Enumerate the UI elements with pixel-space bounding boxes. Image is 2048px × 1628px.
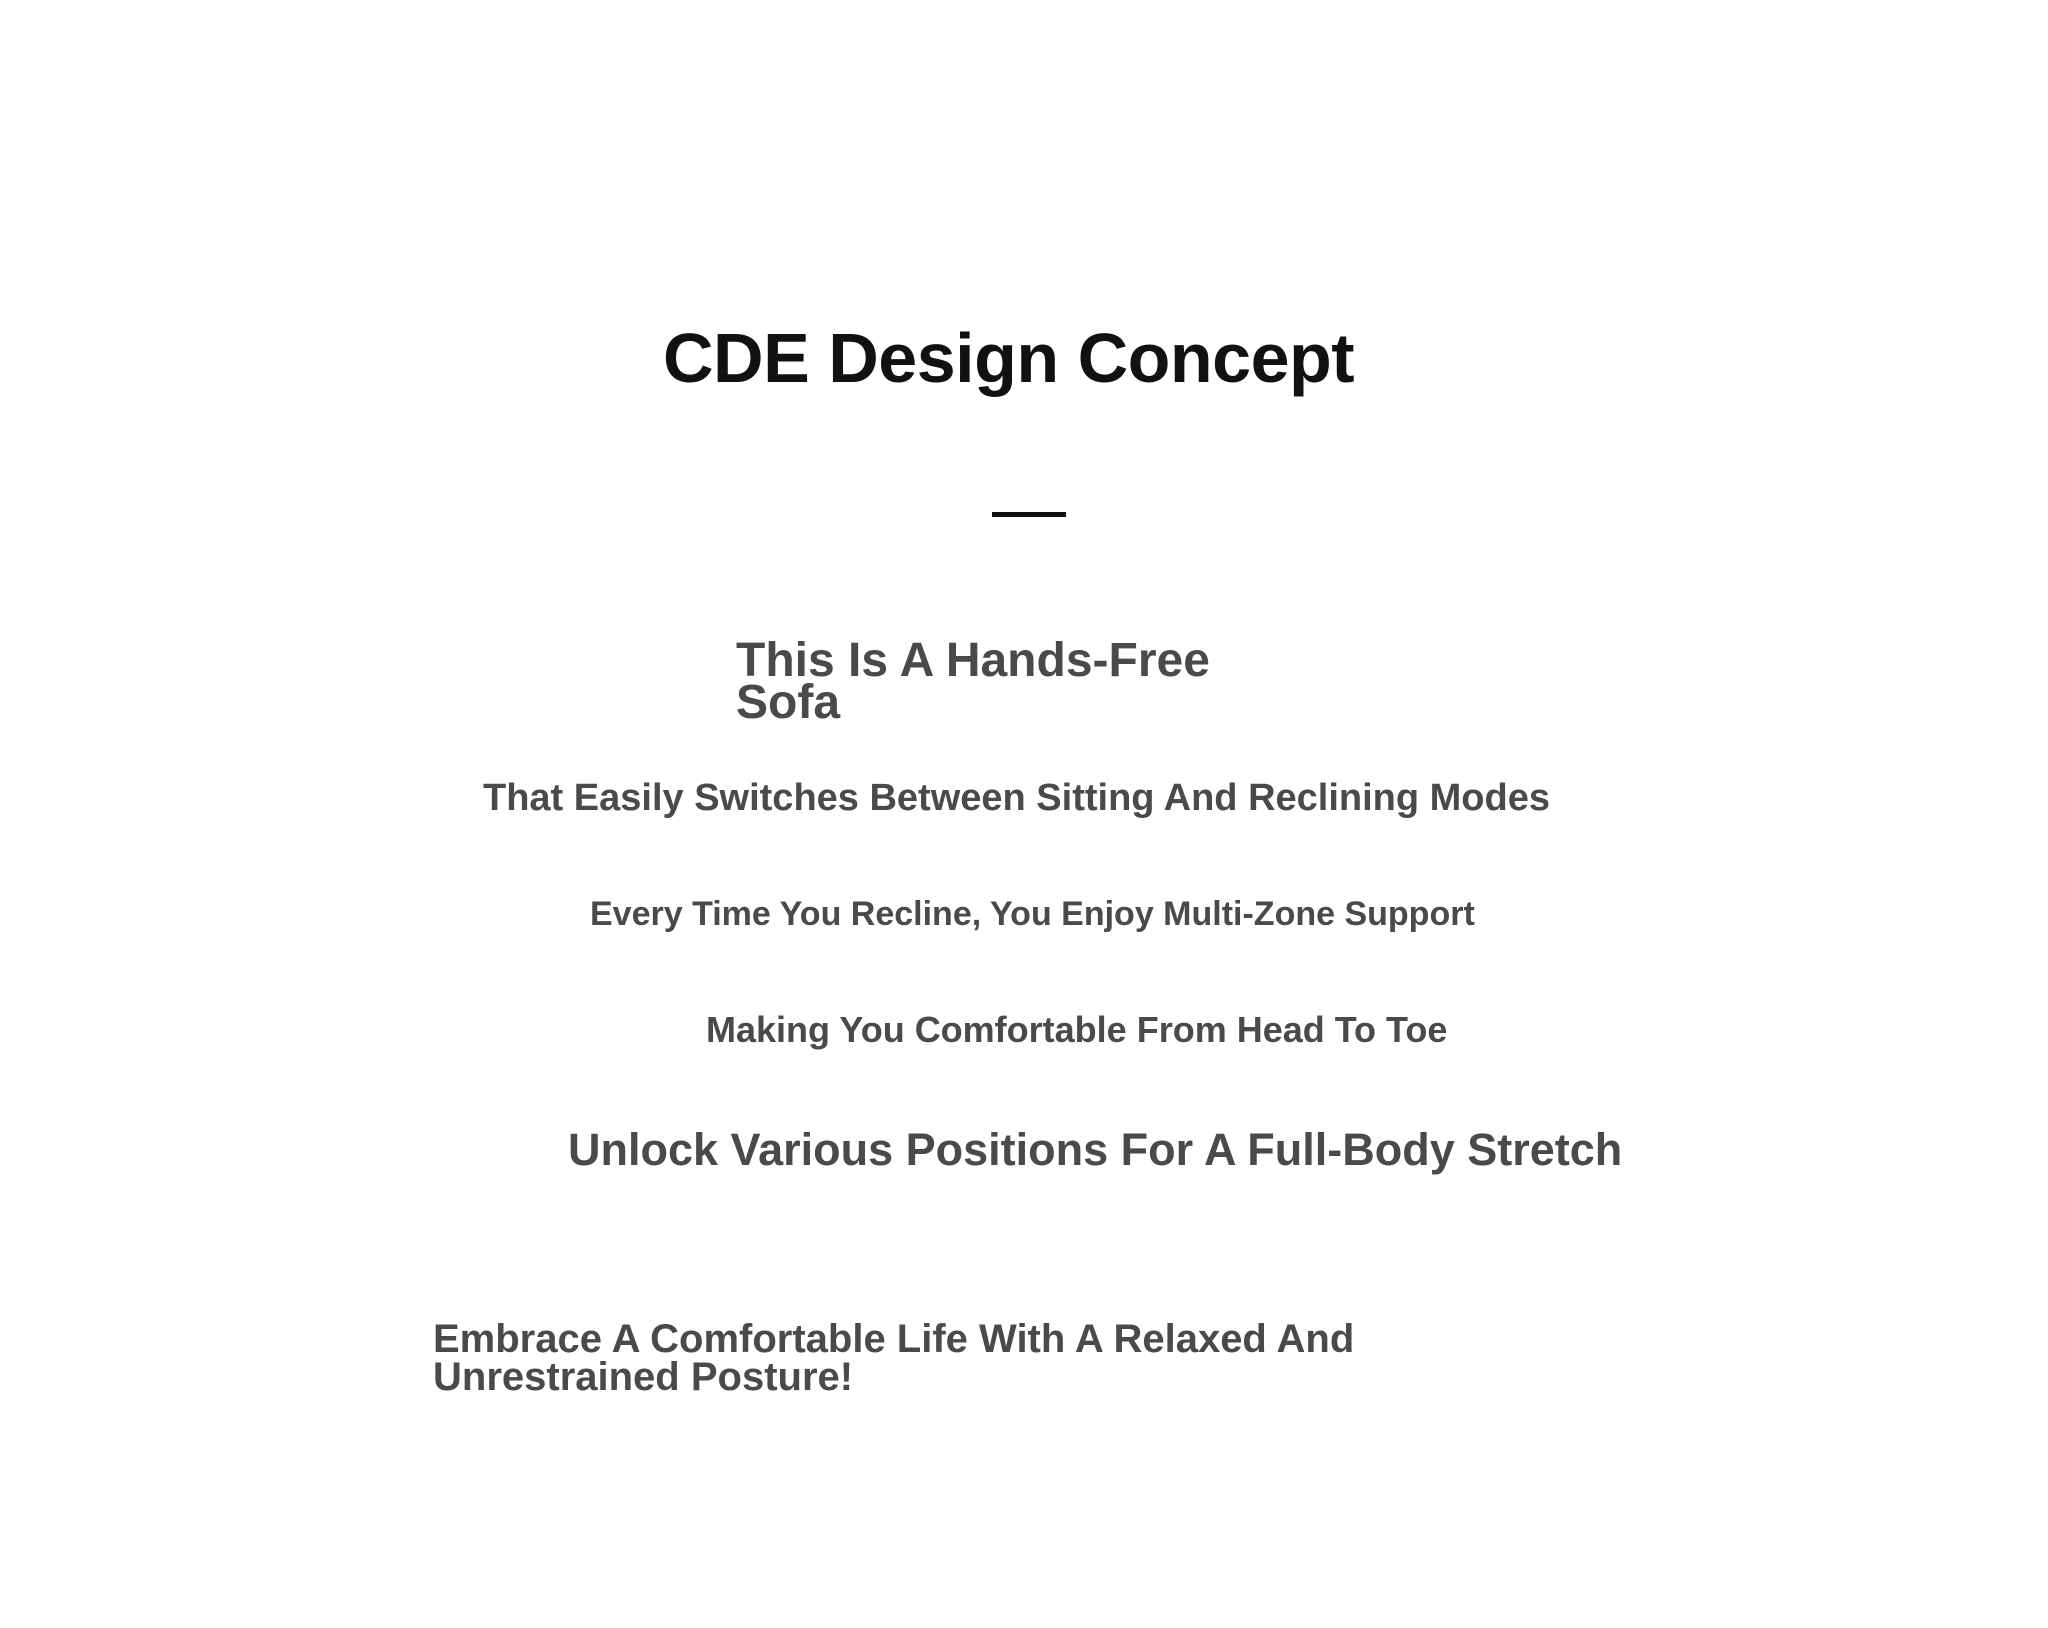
title-divider xyxy=(992,512,1066,517)
text-full-body-stretch: Unlock Various Positions For A Full-Body Stretch xyxy=(568,1124,1623,1175)
headline-hands-free: This Is A Hands-Free Sofa xyxy=(736,634,1210,729)
page-title: CDE Design Concept xyxy=(663,319,1355,397)
text-head-to-toe: Making You Comfortable From Head To Toe xyxy=(706,1009,1448,1050)
text-comfortable-life: Embrace A Comfortable Life With A Relaxed And Unrestrained Posture! xyxy=(433,1317,1355,1399)
text-multi-zone-support: Every Time You Recline, You Enjoy Multi-Zone Support xyxy=(590,895,1475,933)
text-sitting-reclining: That Easily Switches Between Sitting And Reclining Modes xyxy=(483,777,1550,819)
